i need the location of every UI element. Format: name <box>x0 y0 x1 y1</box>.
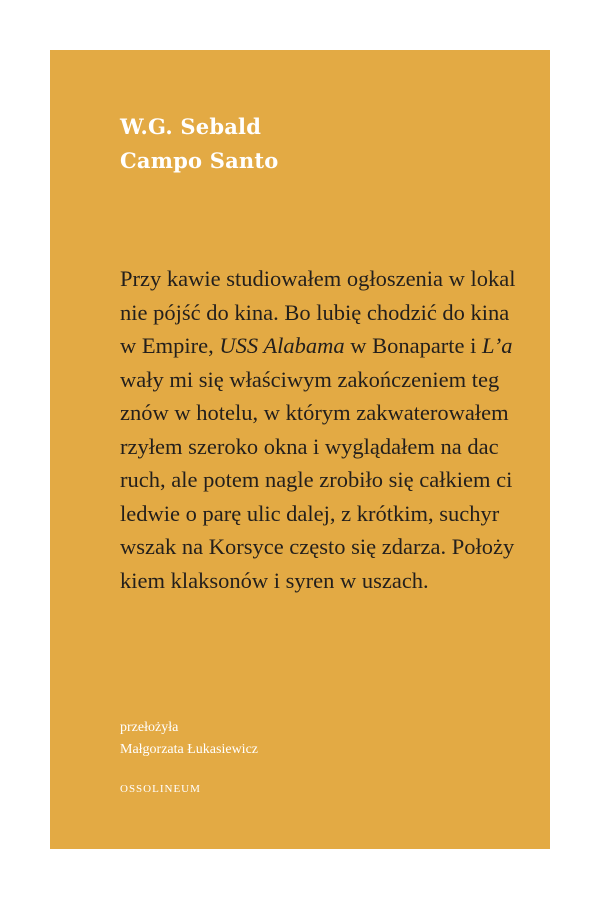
excerpt-line <box>120 396 550 430</box>
excerpt-line <box>120 497 550 531</box>
excerpt-segment: kiem klaksonów i syren w uszach. <box>120 567 429 593</box>
excerpt-segment: w Empire, <box>120 333 220 358</box>
excerpt-line <box>120 430 550 464</box>
excerpt-italic-segment: USS Alabama <box>219 333 345 358</box>
excerpt-text <box>120 262 550 597</box>
excerpt-segment: w Bonaparte i <box>344 333 483 358</box>
excerpt-segment: wszak na Korsyce często się zdarza. Położy <box>120 534 515 559</box>
author-name: W.G. Sebald <box>120 114 262 139</box>
excerpt-segment: Przy kawie studiowałem ogłoszenia w lokal <box>120 266 516 291</box>
excerpt-line <box>120 262 550 296</box>
excerpt-segment: wały mi się właściwym zakończeniem teg <box>120 366 500 392</box>
book-title: Campo Santo <box>120 148 279 173</box>
excerpt-segment: nie pójść do kina. Bo lubię chodzić do kina <box>120 299 510 325</box>
excerpt-line <box>120 530 550 564</box>
excerpt-segment: ledwie o parę ulic dalej, z krótkim, suchyr <box>120 500 500 526</box>
book-cover <box>50 50 550 849</box>
excerpt-line <box>120 329 550 363</box>
excerpt-line <box>120 463 550 497</box>
excerpt-line <box>120 296 550 330</box>
excerpt-segment: rzyłem szeroko okna i wyglądałem na dac <box>120 433 499 459</box>
excerpt-italic-segment: L’a <box>482 333 513 358</box>
excerpt-segment: znów w hotelu, w którym zakwaterowałem <box>120 400 509 425</box>
excerpt-line <box>120 363 550 397</box>
translator-name: Małgorzata Łukasiewicz <box>120 742 258 757</box>
excerpt-segment: ruch, ale potem nagle zrobiło się całkiem ci <box>120 467 513 492</box>
excerpt-line <box>120 564 550 598</box>
translator-label: przełożyła <box>120 720 179 735</box>
publisher-name: OSSOLINEUM <box>120 783 201 795</box>
